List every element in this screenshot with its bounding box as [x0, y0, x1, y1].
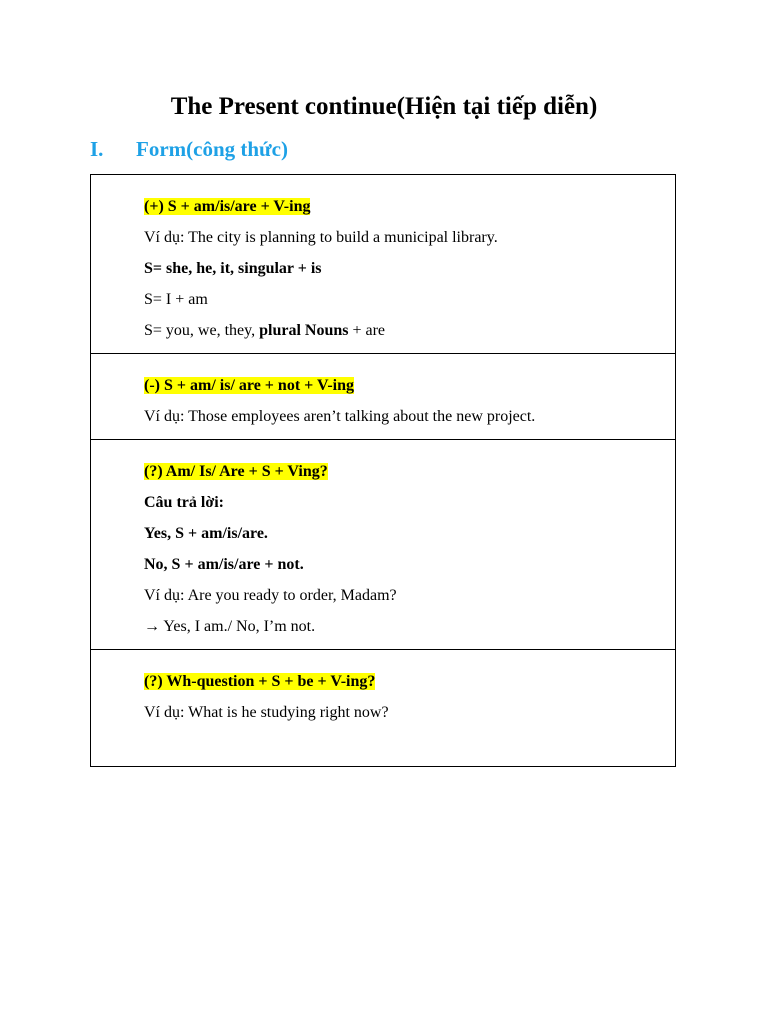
question-cell: [91, 440, 675, 650]
rule-am: S= I + am: [144, 291, 208, 308]
rule-are-prefix: S= you, we, they,: [144, 322, 260, 339]
negative-formula: (-) S + am/ is/ are + not + V-ing: [144, 377, 355, 394]
question-formula: (?) Am/ Is/ Are + S + Ving?: [144, 463, 328, 480]
wh-question-cell: [91, 650, 675, 766]
yes-answer: Yes, S + am/is/are.: [144, 525, 268, 542]
rule-are-plural-nouns: plural Nouns: [259, 322, 349, 339]
question-example-answer: → Yes, I am./ No, I’m not.: [144, 618, 316, 635]
negative-example: Ví dụ: Those employees aren’t talking about the new project.: [144, 408, 536, 425]
form-table: [90, 174, 676, 767]
wh-question-formula: (?) Wh-question + S + be + V-ing?: [144, 673, 376, 690]
negative-cell: [91, 354, 675, 440]
no-answer: No, S + am/is/are + not.: [144, 556, 304, 573]
answer-label: Câu trả lời:: [144, 494, 224, 511]
rule-are-suffix: + are: [348, 322, 386, 339]
question-example: Ví dụ: Are you ready to order, Madam?: [144, 587, 397, 604]
page-title: The Present continue(Hiện tại tiếp diễn): [170, 93, 598, 120]
section-heading: [90, 134, 288, 164]
rule-are: [144, 315, 675, 346]
rule-is: S= she, he, it, singular + is: [144, 260, 322, 277]
section-title: Form(công thức): [136, 137, 288, 161]
affirmative-formula: (+) S + am/is/are + V-ing: [144, 198, 311, 215]
wh-question-example: Ví dụ: What is he studying right now?: [144, 704, 389, 721]
affirmative-cell: [91, 175, 675, 354]
section-number: I.: [90, 137, 104, 161]
affirmative-example: Ví dụ: The city is planning to build a municipal library.: [144, 229, 498, 246]
